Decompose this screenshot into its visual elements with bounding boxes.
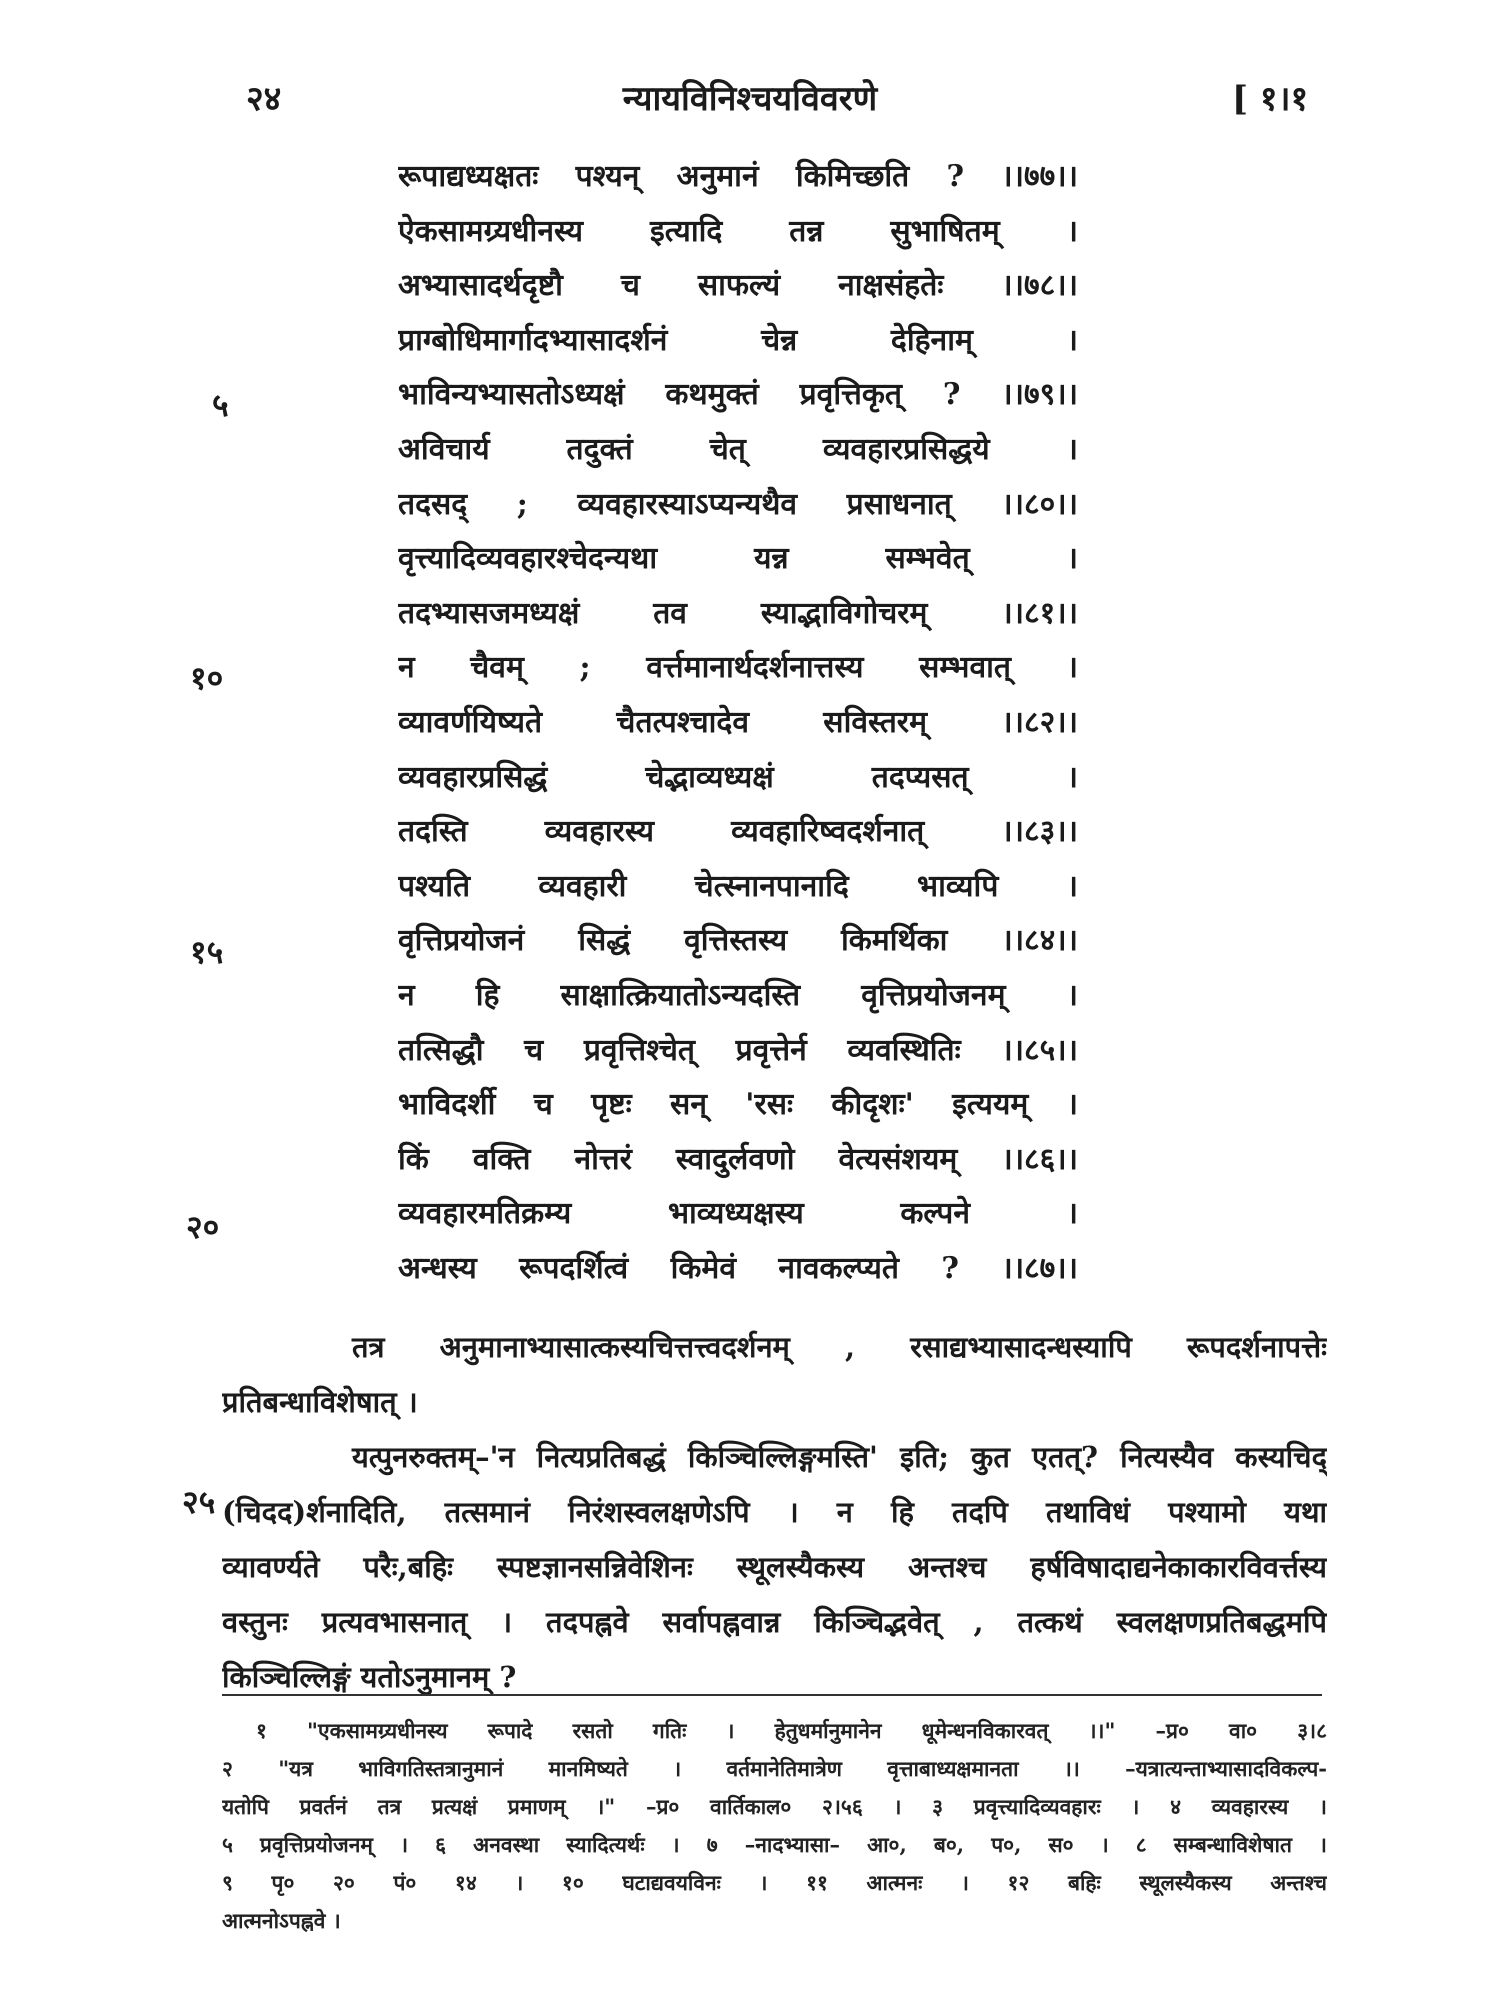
verse-line: न हि साक्षात्क्रियातोऽन्यदस्ति वृत्तिप्रयोजनम् । [398,977,1078,1013]
verse-line: व्यावर्णयिष्यते चैतत्पश्चादेव सविस्तरम् ।।८२।। [398,704,1078,740]
line-number-5: ५ [212,386,229,424]
prose-line: तत्र अनुमानाभ्यासात्कस्यचित्तत्त्वदर्शनम् , रसाद्यभ्यासादन्धस्यापि रूपदर्शनापत्तेः [352,1330,1327,1364]
prose-line: (चिदद)र्शनादिति, तत्समानं निरंशस्वलक्षणेऽपि । न हि तदपि तथाविधं पश्यामो यथा [222,1495,1327,1529]
line-number-15: १५ [190,933,224,971]
page-number: २४ [246,79,282,119]
commentary-paragraph-2 [222,1430,1327,1705]
verse-line: वृत्त्यादिव्यवहारश्चेदन्यथा यन्न सम्भवेत् । [398,541,1078,577]
verse-line: तदभ्यासजमध्यक्षं तव स्याद्भाविगोचरम् ।।८१।। [398,595,1078,631]
verse-line: अविचार्य तदुक्तं चेत् व्यवहारप्रसिद्धये । [398,431,1078,467]
verse-line: रूपाद्यध्यक्षतः पश्यन् अनुमानं किमिच्छति ? ।।७७।। [398,159,1078,194]
verse-line: किं वक्ति नोत्तरं स्वादुर्लवणो वेत्यसंशयम् ।।८६।। [398,1141,1078,1177]
line-number-25: २५ [182,1483,216,1521]
verse-line: तदस्ति व्यवहारस्य व्यवहारिष्वदर्शनात् ।।८३।। [398,814,1078,850]
verse-line: ऐकसामग्र्यधीनस्य इत्यादि तन्न सुभाषितम् । [398,213,1078,249]
prose-line: किञ्चिल्लिङ्गं यतोऽनुमानम् ? [222,1660,517,1694]
footnote-line: ९ पृ० २० पं० १४ । १० घटाद्यवयविनः । ११ आत्मनः । १२ बहिः स्थूलस्यैकस्य अन्तश्च [222,1870,1327,1895]
footnote-line: २ "यत्र भाविगतिस्तत्रानुमानं मानमिष्यते । वर्तमानेतिमात्रेण वृत्ताबाध्यक्षमानता ।। –यत्रात्यन्ताभ्यासादविकल्प- [222,1756,1327,1781]
verse-line: व्यवहारमतिक्रम्य भाव्यध्यक्षस्य कल्पने । [398,1196,1078,1232]
footnotes [222,1712,1327,1940]
footnote-line: यतोपि प्रवर्तनं तत्र प्रत्यक्षं प्रमाणम् ।" –प्र० वार्तिकाल० २।५६ । ३ प्रवृत्त्यादिव्यवहारः । ४ व्यवहारस्य । [222,1794,1327,1819]
prose-line: व्यावर्ण्यते परैः,बहिः स्पष्टज्ञानसन्निवेशिनः स्थूलस्यैकस्य अन्तश्च हर्षविषादाद्यनेकाकारविवर्त्तस्य [222,1550,1327,1584]
prose-line: वस्तुनः प्रत्यवभासनात् । तदपह्नवे सर्वापह्नवान्न किञ्चिद्भवेत् , तत्कथं स्वलक्षणप्रतिबद्धमपि [222,1605,1327,1639]
verse-line: तदसद् ; व्यवहारस्याऽप्यन्यथैव प्रसाधनात् ।।८०।। [398,486,1078,522]
prose-line: प्रतिबन्धाविशेषात् । [222,1385,418,1419]
verse-line: भाविदर्शी च पृष्टः सन् 'रसः कीदृशः' इत्ययम् । [398,1087,1078,1123]
footnote-line: १ "एकसामग्र्यधीनस्य रूपादे रसतो गतिः । हेतुधर्मानुमानेन धूमेन्धनविकारवत् ।।" –प्र० वा० ३।८ [256,1718,1327,1743]
prose-line: यत्पुनरुक्तम्–'न नित्यप्रतिबद्धं किञ्चिल्लिङ्गमस्ति' इति; कुत एतत्? नित्यस्यैव कस्यचिद् [352,1440,1327,1474]
verse-line: पश्यति व्यवहारी चेत्स्नानपानादि भाव्यपि । [398,868,1078,904]
verse-line: व्यवहारप्रसिद्धं चेद्भाव्यध्यक्षं तदप्यसत् । [398,759,1078,795]
footnote-line: आत्मनोऽपह्नवे । [222,1908,341,1933]
verse-line: अन्धस्य रूपदर्शित्वं किमेवं नावकल्प्यते ? ।।८७।। [398,1250,1078,1286]
running-title: न्यायविनिश्चयविवरणे [622,79,878,119]
line-number-20: २० [186,1208,220,1246]
verse-block [398,150,1078,1296]
verse-line: भाविन्यभ्यासतोऽध्यक्षं कथमुक्तं प्रवृत्तिकृत् ? ।।७९।। [398,377,1078,413]
verse-line: तत्सिद्धौ च प्रवृत्तिश्चेत् प्रवृत्तेर्न व्यवस्थितिः ।।८५।। [398,1032,1078,1068]
verse-line: अभ्यासादर्थदृष्टौ च साफल्यं नाक्षसंहतेः ।।७८।। [398,268,1078,304]
footnote-divider [222,1694,1322,1696]
footnote-line: ५ प्रवृत्तिप्रयोजनम् । ६ अनवस्था स्यादित्यर्थः । ७ –नादभ्यासा– आ०, ब०, प०, स० । ८ सम्बन्धाविशेषात । [222,1832,1327,1857]
verse-line: प्राग्बोधिमार्गादभ्यासादर्शनं चेन्न देहिनाम् । [398,322,1078,358]
line-number-10: १० [190,659,224,697]
verse-line: वृत्तिप्रयोजनं सिद्धं वृत्तिस्तस्य किमर्थिका ।।८४।। [398,923,1078,959]
verse-line: न चैवम् ; वर्त्तमानार्थदर्शनात्तस्य सम्भवात् । [398,650,1078,686]
section-number: [ १।१ [1232,79,1309,119]
commentary-paragraph-1 [222,1320,1327,1430]
